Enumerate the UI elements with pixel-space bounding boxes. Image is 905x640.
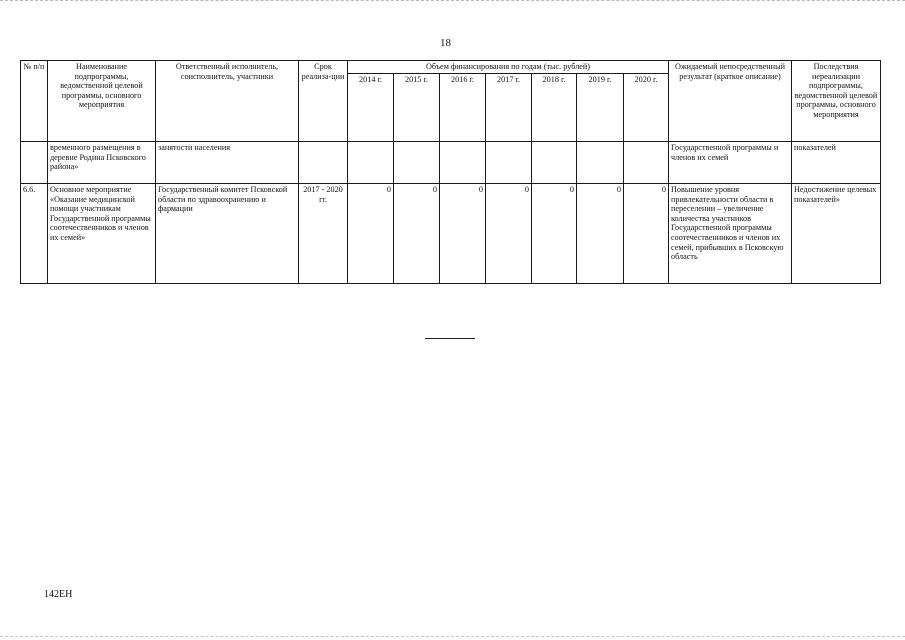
cell-value: 0 [486,184,532,284]
header-row [21,61,881,74]
cell-value: 0 [532,184,577,284]
cell-executor: занятости населения [156,142,299,184]
cell-value [577,142,624,184]
scan-edge-top [0,0,905,3]
cell-num [21,142,48,184]
header-year: 2016 г. [440,73,486,141]
cell-value [624,142,669,184]
header-year: 2015 г. [394,73,440,141]
header-year: 2019 г. [577,73,624,141]
cell-value: 0 [624,184,669,284]
cell-value: 0 [440,184,486,284]
header-result: Ожидаемый непосредственный результат (краткое описание) [669,61,792,142]
cell-num: 6.6. [21,184,48,284]
cell-value: 0 [394,184,440,284]
cell-executor: Государственный комитет Псковской области по здравоохранению и фармации [156,184,299,284]
cell-result: Государственной программы и членов их семей [669,142,792,184]
cell-value [532,142,577,184]
cell-term: 2017 - 2020 гг. [299,184,348,284]
cell-value: 0 [348,184,394,284]
cell-consequences: показателей [792,142,881,184]
header-year: 2017 г. [486,73,532,141]
cell-value [486,142,532,184]
cell-name: временного размещения в деревне Родина Псковского района» [48,142,156,184]
document-code: 142ЕН [44,589,73,600]
header-term: Срок реализа-ции [299,61,348,142]
cell-result: Повышение уровня привлекательности области в переселении – увеличение количества участников Государственной программы соотечественников и членов их семей, прибывших в Псковскую область [669,184,792,284]
cell-value: 0 [577,184,624,284]
cell-term [299,142,348,184]
cell-value [394,142,440,184]
page-number: 18 [440,37,451,49]
header-financing: Объем финансирования по годам (тыс. рублей) [348,61,669,74]
header-year: 2020 г. [624,73,669,141]
table-row [21,142,881,184]
program-budget-table [20,60,881,284]
header-name: Наименование подпрограммы, ведомственной целевой программы, основного мероприятия [48,61,156,142]
header-year: 2014 г. [348,73,394,141]
header-year: 2018 г. [532,73,577,141]
header-executor: Ответственный исполнитель, соисполнитель, участники [156,61,299,142]
scan-edge-bottom [0,636,905,639]
header-num: № п/п [21,61,48,142]
end-rule [425,338,475,339]
cell-consequences: Недостижение целевых показателей» [792,184,881,284]
cell-value [348,142,394,184]
header-consequences: Последствия нереализации подпрограммы, ведомственной целевой программы, основного мероприятия [792,61,881,142]
cell-value [440,142,486,184]
table-row [21,184,881,284]
cell-name: Основное мероприятие «Оказание медицинской помощи участникам Государственной программы соотечественников и членов их семей» [48,184,156,284]
